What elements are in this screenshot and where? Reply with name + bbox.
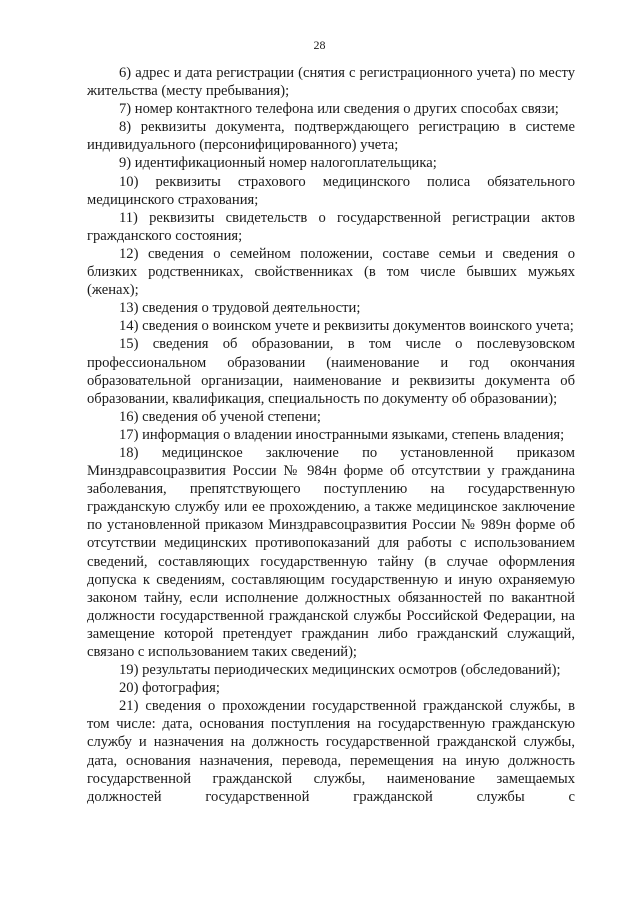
list-item: 15) сведения об образовании, в том числе о послевузовском профессиональном образовании (наименование и год окончания образовательной организации, наименование и реквизиты документа об образовании, квалификация, специальность по документу об образовании);	[87, 336, 575, 407]
list-item: 6) адрес и дата регистрации (снятия с регистрационного учета) по месту жительства (месту пребывания);	[87, 65, 575, 100]
list-item: 17) информация о владении иностранными языками, степень владения;	[119, 426, 565, 443]
list-item: 12) сведения о семейном положении, составе семьи и сведения о близких родственниках, свойственниках (в том числе бывших мужьях (женах);	[87, 245, 575, 299]
list-item: 21) сведения о прохождении государственной гражданской службы, в том числе: дата, основания поступления на государственную гражданскую службу и назначения на должность государственной гражданской службы, дата, основания назначения, перевода, перемещения на иную должность государственной гражданской службы, наименование замещаемых должностей государственной гражданской службы с	[87, 698, 575, 805]
document-body	[87, 64, 575, 806]
list-item: 13) сведения о трудовой деятельности;	[119, 300, 361, 317]
list-item: 9) идентификационный номер налогоплательщика;	[119, 155, 437, 172]
list-item: 18) медицинское заключение по установленной приказом Минздравсоцразвития России № 984н форме об отсутствии у гражданина заболевания, препятствующего поступлению на государственную гражданскую службу или ее прохождению, а также медицинское заключение по установленной приказом Минздравсоцразвития России № 989н форме об отсутствии медицинских противопоказаний для работы с использованием сведений, составляющих государственную тайну (в случае оформления допуска к сведениям, составляющим государственную и иную охраняемую законом тайну, если исполнение должностных обязанностей по вакантной должности государственной гражданской службы Российской Федерации, на замещение которой претендует гражданин либо гражданский служащий, связано с использованием таких сведений);	[87, 444, 575, 660]
list-item: 19) результаты периодических медицинских осмотров (обследований);	[119, 662, 561, 679]
list-item: 16) сведения об ученой степени;	[119, 408, 321, 425]
page-number: 28	[313, 38, 326, 52]
list-item: 8) реквизиты документа, подтверждающего регистрацию в системе индивидуального (персонифицированного) учета;	[87, 119, 575, 154]
list-item: 7) номер контактного телефона или сведения о других способах связи;	[119, 101, 559, 118]
list-item: 11) реквизиты свидетельств о государственной регистрации актов гражданского состояния;	[87, 209, 575, 244]
list-item: 20) фотография;	[119, 680, 220, 697]
list-item: 14) сведения о воинском учете и реквизиты документов воинского учета;	[119, 318, 574, 335]
list-item: 10) реквизиты страхового медицинского полиса обязательного медицинского страхования;	[87, 173, 575, 208]
